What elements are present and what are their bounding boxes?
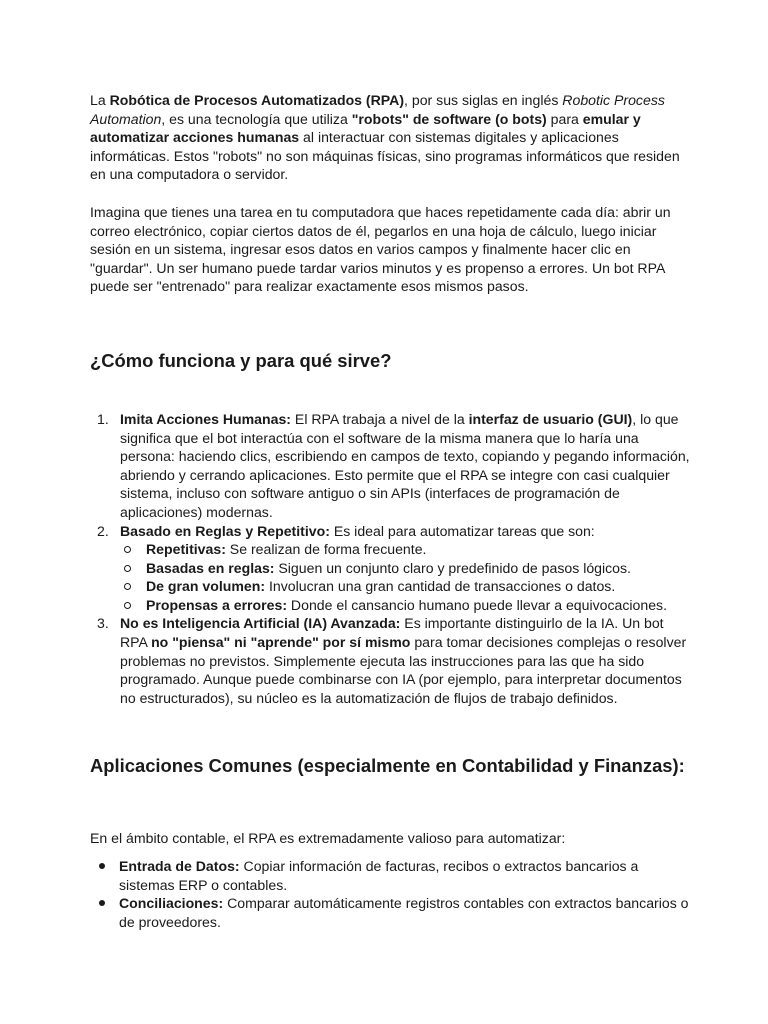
- sublist-item: Repetitivas: Se realizan de forma frecuente.: [120, 540, 690, 559]
- bullet-dot-icon: [99, 863, 105, 869]
- list-item: 3. No es Inteligencia Artificial (IA) Avanzada: Es importante distinguirlo de la IA. Un bot RPA no "piensa" ni "aprende" por sí mismo para tomar decisiones complejas o resolver problemas no previstos. Simplemente ejecuta las instrucciones para las que ha sido programado. Aunque puede combinarse con IA (por ejemplo, para interpretar documentos no estructurados), su núcleo es la automatización de flujos de trabajo definidos.: [97, 615, 687, 706]
- section-heading-how-it-works: ¿Cómo funciona y para qué sirve?: [90, 349, 392, 371]
- applications-list: [90, 857, 690, 931]
- circle-bullet-icon: [124, 546, 131, 553]
- circle-bullet-icon: [124, 583, 131, 590]
- circle-bullet-icon: [124, 602, 131, 609]
- circle-bullet-icon: [124, 565, 131, 572]
- list-item: Conciliaciones: Comparar automáticamente registros contables con extractos bancarios o de proveedores.: [90, 894, 690, 931]
- intro-paragraph-1: La Robótica de Procesos Automatizados (RPA), por sus siglas en inglés Robotic Process Automation, es una tecnología que utiliza "robots" de software (o bots) para emular y automatizar acciones humanas al interactuar con sistemas digitales y aplicaciones informáticas. Estos "robots" no son máquinas físicas, sino programas informáticos que residen en una computadora o servidor.: [90, 92, 680, 183]
- document-body: [90, 91, 690, 931]
- bullet-dot-icon: [99, 900, 105, 906]
- sublist-item: Propensas a errores: Donde el cansancio humano puede llevar a equivocaciones.: [120, 596, 690, 615]
- sublist-item: De gran volumen: Involucran una gran cantidad de transacciones o datos.: [120, 577, 690, 596]
- list-item: 2. Basado en Reglas y Repetitivo: Es ideal para automatizar tareas que son: Repetitivas: Se realizan de forma frecuente. Basadas en reglas: Siguen un conjunto claro y predefinido de pasos lógicos. De gran volumen: Involucran una gran cantidad de transacciones o datos. Propensas a errores: Donde el cansancio humano puede llevar a equivocaciones.: [90, 522, 690, 615]
- list-item: 1. Imita Acciones Humanas: El RPA trabaja a nivel de la interfaz de usuario (GUI), lo que significa que el bot interactúa con el software de la misma manera que lo haría una persona: haciendo clics, escribiendo en campos de texto, copiando y pegando información, abriendo y cerrando aplicaciones. Esto permite que el RPA se integre con casi cualquier sistema, incluso con software antiguo o sin APIs (interfaces de programación de aplicaciones) modernas.: [97, 410, 690, 520]
- list-item: Entrada de Datos: Copiar información de facturas, recibos o extractos bancarios a sistemas ERP o contables.: [90, 857, 690, 894]
- applications-intro: En el ámbito contable, el RPA es extremadamente valioso para automatizar:: [90, 830, 566, 847]
- task-type-sublist: [120, 540, 690, 614]
- section-heading-applications: Aplicaciones Comunes (especialmente en Contabilidad y Finanzas):: [90, 755, 685, 777]
- intro-paragraph-2: Imagina que tienes una tarea en tu computadora que haces repetidamente cada día: abrir un correo electrónico, copiar ciertos datos de él, pegarlos en una hoja de cálculo, luego iniciar sesión en un sistema, ingresar esos datos en varios campos y finalmente hacer clic en "guardar". Un ser humano puede tardar varios minutos y es propenso a errores. Un bot RPA puede ser "entrenado" para realizar exactamente esos mismos pasos.: [90, 203, 671, 295]
- sublist-item: Basadas en reglas: Siguen un conjunto claro y predefinido de pasos lógicos.: [120, 559, 690, 578]
- how-it-works-list: [90, 410, 690, 708]
